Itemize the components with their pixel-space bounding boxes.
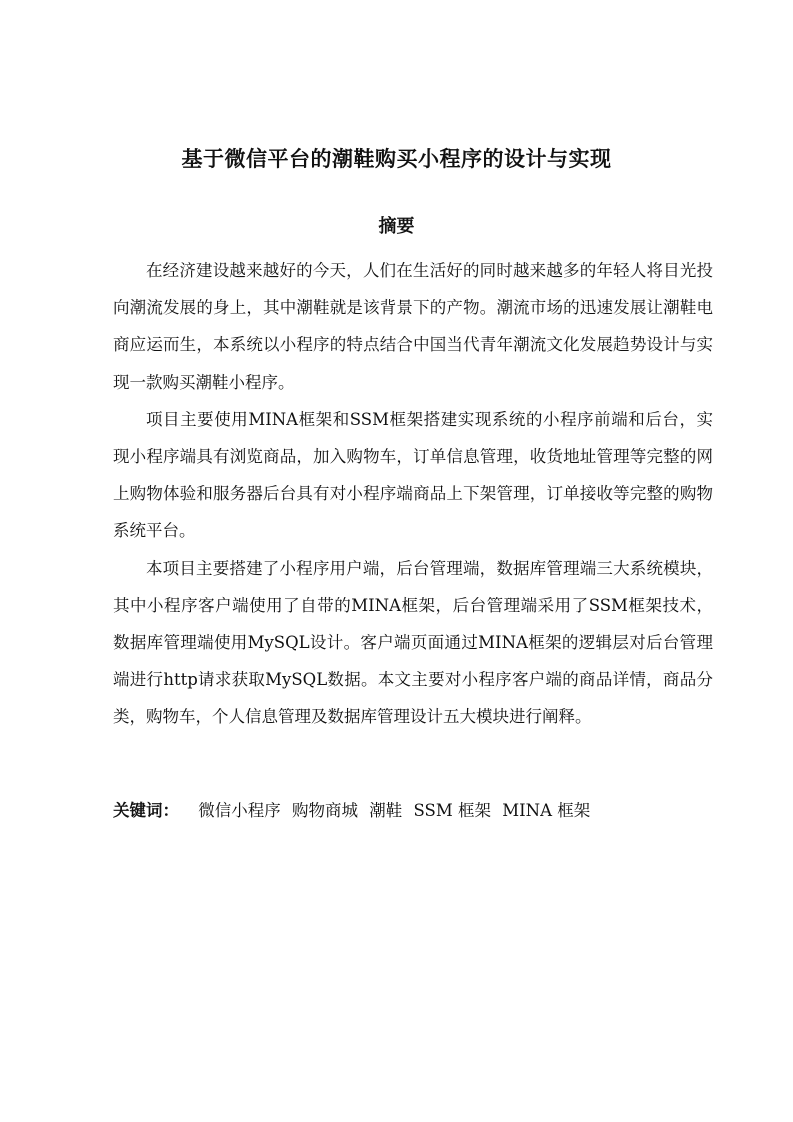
abstract-body <box>113 252 713 736</box>
abstract-paragraph-3: 本项目主要搭建了小程序用户端，后台管理端，数据库管理端三大系统模块，其中小程序客户端使用了自带的MINA框架，后台管理端采用了SSM框架技术，数据库管理端使用MySQL设计。客户端页面通过MINA框架的逻辑层对后台管理端进行http请求获取MySQL数据。本文主要对小程序客户端的商品详情，商品分类，购物车，个人信息管理及数据库管理设计五大模块进行阐释。 <box>113 558 713 727</box>
keyword-item: 微信小程序 <box>198 801 281 820</box>
paper-title: 基于微信平台的潮鞋购买小程序的设计与实现 <box>181 147 612 171</box>
keywords-line <box>113 795 713 827</box>
keyword-item: SSM 框架 <box>413 801 491 820</box>
keyword-item: 潮鞋 <box>369 801 403 820</box>
abstract-paragraph-1: 在经济建设越来越好的今天，人们在生活好的同时越来越多的年轻人将目光投向潮流发展的身上，其中潮鞋就是该背景下的产物。潮流市场的迅速发展让潮鞋电商应运而生，本系统以小程序的特点结合中国当代青年潮流文化发展趋势设计与实现一款购买潮鞋小程序。 <box>113 261 713 392</box>
abstract-paragraph-2: 项目主要使用MINA框架和SSM框架搭建实现系统的小程序前端和后台，实现小程序端具有浏览商品，加入购物车，订单信息管理，收货地址管理等完整的网上购物体验和服务器后台具有对小程序端商品上下架管理，订单接收等完整的购物系统平台。 <box>113 409 713 541</box>
keywords-label: 关键词： <box>113 801 179 820</box>
keyword-item: 购物商城 <box>292 801 358 820</box>
keyword-item: MINA 框架 <box>502 801 591 820</box>
abstract-heading: 摘要 <box>378 216 415 237</box>
